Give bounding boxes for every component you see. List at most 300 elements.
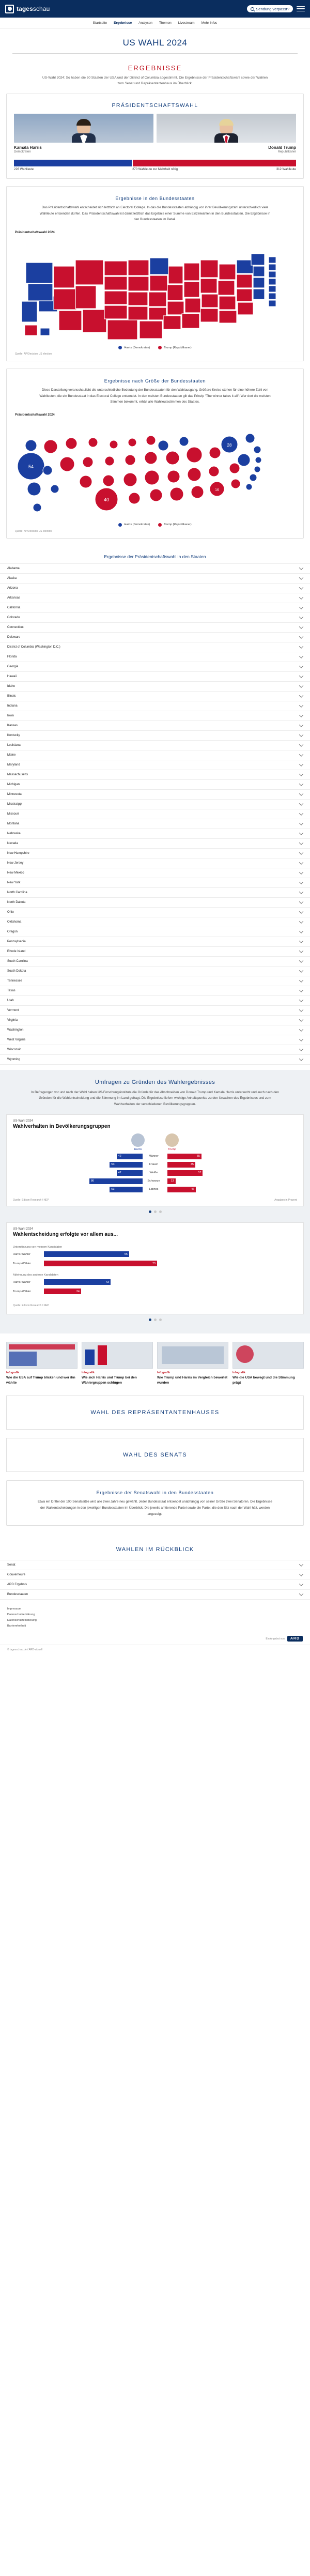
- chevron-down-icon: [299, 919, 303, 923]
- state-row[interactable]: [0, 819, 310, 829]
- state-row[interactable]: [0, 642, 310, 652]
- state-row[interactable]: [0, 838, 310, 848]
- trump-bar-value: 13: [171, 1179, 174, 1183]
- overview-row[interactable]: [0, 1570, 310, 1580]
- state-row[interactable]: [0, 612, 310, 622]
- state-row[interactable]: [0, 848, 310, 858]
- state-row-label: Oklahoma: [7, 920, 22, 924]
- carousel-dots[interactable]: [0, 1206, 310, 1215]
- legend-label-harris: Harris (Demokraten): [124, 346, 150, 349]
- trump-electors: 312 Wahlleute: [276, 168, 296, 172]
- state-row[interactable]: [0, 701, 310, 711]
- harris-bar-value: 42: [118, 1155, 121, 1158]
- state-row[interactable]: [0, 897, 310, 907]
- state-row-label: Hawaii: [7, 674, 17, 678]
- state-row-label: Utah: [7, 999, 14, 1002]
- state-row[interactable]: [0, 1005, 310, 1015]
- state-row[interactable]: [0, 887, 310, 897]
- grouped-bar-row: [13, 1161, 297, 1168]
- presidential-card-title: PRÄSIDENTSCHAFTSWAHL: [112, 102, 198, 109]
- teaser-3-tag: Infografik: [157, 1371, 171, 1374]
- footer-link-barrierefreiheit[interactable]: Barrierefreiheit: [7, 1624, 26, 1628]
- chevron-down-icon: [299, 703, 303, 707]
- state-map-card: [6, 186, 304, 361]
- chevron-down-icon: [299, 1047, 303, 1051]
- carousel-dot-3[interactable]: [159, 1210, 162, 1213]
- state-row[interactable]: [0, 976, 310, 986]
- state-row[interactable]: [0, 789, 310, 799]
- candidate-harris-name: Kamala Harris: [14, 145, 42, 150]
- state-row-label: Montana: [7, 822, 20, 825]
- electoral-bar: [14, 160, 296, 166]
- chevron-down-icon: [299, 929, 303, 933]
- nav-item-themen[interactable]: Themen: [159, 21, 172, 25]
- state-row-label: New Mexico: [7, 871, 24, 875]
- state-row[interactable]: [0, 770, 310, 779]
- state-row[interactable]: [0, 730, 310, 740]
- page-title: US WAHL 2024: [122, 38, 188, 48]
- house-section-title[interactable]: WAHL DES REPRÄSENTANTENHAUSES: [6, 1396, 304, 1430]
- state-row-label: Ohio: [7, 910, 14, 914]
- state-row-label: Colorado: [7, 616, 20, 619]
- state-row[interactable]: [0, 1054, 310, 1065]
- chart1-col-left-label: Harris: [134, 1147, 142, 1151]
- svg-text:40: 40: [103, 497, 110, 502]
- nav-item-livestream[interactable]: Livestream: [178, 21, 195, 25]
- chevron-down-icon: [299, 772, 303, 776]
- chart1-source: Quelle: Edison Research / NEP: [13, 1198, 49, 1202]
- chevron-down-icon: [299, 781, 303, 786]
- chevron-down-icon: [299, 615, 303, 619]
- state-row-label: Pennsylvania: [7, 940, 26, 943]
- state-row[interactable]: [0, 662, 310, 671]
- horizontal-bar-row: [7, 1260, 303, 1267]
- cartogram-legend-label-trump: Trump (Republikaner): [164, 523, 192, 527]
- state-row-label: North Carolina: [7, 891, 27, 894]
- chevron-down-icon: [299, 1562, 303, 1567]
- overview-row-label: Senat: [7, 1563, 16, 1567]
- state-row[interactable]: [0, 750, 310, 760]
- chart-card-decision-reason: [6, 1222, 304, 1314]
- state-row[interactable]: [0, 573, 310, 583]
- state-row[interactable]: [0, 681, 310, 691]
- group-label: Frauen: [149, 1163, 159, 1167]
- group-label: Schwarze: [147, 1179, 160, 1183]
- state-row-label: Texas: [7, 989, 16, 992]
- cartogram-legend-swatch-harris: [118, 523, 122, 527]
- carousel2-dot-1[interactable]: [149, 1318, 151, 1321]
- chevron-down-icon: [299, 673, 303, 678]
- chevron-down-icon: [299, 575, 303, 579]
- chart2-source: Quelle: Edison Research / NEP: [13, 1304, 49, 1307]
- state-row-label: Kentucky: [7, 733, 20, 737]
- chart1-headline: Wahlverhalten in Bevölkerungsgruppen: [13, 1123, 111, 1129]
- teaser-4-thumbnail: [233, 1342, 304, 1369]
- state-row[interactable]: [0, 995, 310, 1005]
- state-map-caption: Quelle: AP/Decision US election: [15, 352, 52, 356]
- chevron-down-icon: [299, 565, 303, 570]
- candidate-harris: [14, 114, 153, 154]
- horizontal-bar-label: Trump-Wähler: [13, 1290, 31, 1293]
- state-row-label: Virginia: [7, 1018, 18, 1022]
- analysis-band-body: In Befragungen vor und nach der Wahl haben US-Forschungsinstitute die Gründe für das Abschneiden von Donald Trump und Kamala Harris untersucht und auch nach den Gründen für die Wahlentscheidung und die Stimmung im Land gefragt. Die Ergebnisse liefern wichtige Anhaltspunkte zu den Ursachen des Ergebnisses und zum Wahlverhalten der verschiedenen Bevölkerungsgruppen.: [31, 1090, 279, 1106]
- state-row[interactable]: [0, 868, 310, 878]
- state-row[interactable]: [0, 858, 310, 868]
- horizontal-bar: [44, 1279, 111, 1285]
- overview-title: WAHLEN IM RÜCKBLICK: [116, 1546, 194, 1553]
- trump-bar: [167, 1170, 203, 1176]
- state-row-label: Florida: [7, 655, 17, 658]
- state-row-label: South Dakota: [7, 969, 26, 973]
- overview-row[interactable]: [0, 1560, 310, 1570]
- chart2-group2-bars[interactable]: [7, 1279, 303, 1295]
- state-row[interactable]: [0, 760, 310, 770]
- teaser-4[interactable]: [233, 1342, 304, 1386]
- state-row-label: Georgia: [7, 665, 19, 668]
- state-row[interactable]: [0, 1035, 310, 1045]
- state-row-label: Maine: [7, 753, 16, 757]
- chevron-down-icon: [299, 664, 303, 668]
- candidate-trump-name: Donald Trump: [268, 145, 296, 150]
- chevron-down-icon: [299, 998, 303, 1002]
- trump-bar-value: 57: [198, 1171, 202, 1175]
- ard-prefix: Ein Angebot von: [266, 1637, 285, 1640]
- group-label: Latinos: [149, 1188, 159, 1191]
- trump-bar-value: 45: [190, 1163, 194, 1167]
- harris-bar-value: 53: [111, 1188, 115, 1191]
- chart2-headline: Wahlentscheidung erfolgte vor allem aus...: [13, 1231, 118, 1237]
- state-row-label: Wisconsin: [7, 1048, 22, 1051]
- grouped-bar-chart[interactable]: [7, 1153, 303, 1199]
- horizontal-bar-value: 43: [105, 1280, 109, 1284]
- presidential-card: [6, 94, 304, 179]
- state-row-label: Maryland: [7, 763, 20, 766]
- grouped-bar-row: [13, 1153, 297, 1160]
- cartogram-caption: Quelle: AP/Decision US election: [15, 529, 52, 533]
- brand-logo[interactable]: [5, 5, 50, 13]
- teaser-3-title: Wie Trump und Harris im Vergleich bewertet wurden: [157, 1375, 228, 1385]
- horizontal-bar-label: Harris-Wähler: [13, 1280, 30, 1284]
- state-map-title: Ergebnisse in den Bundesstaaten: [115, 196, 195, 202]
- chart1-trump-col: [165, 1133, 179, 1151]
- chevron-down-icon: [299, 595, 303, 599]
- chevron-down-icon: [299, 723, 303, 727]
- cartogram-legend-swatch-trump: [158, 523, 162, 527]
- state-row[interactable]: [0, 1045, 310, 1054]
- analysis-band: [0, 1070, 310, 1333]
- chevron-down-icon: [299, 634, 303, 638]
- senate-section-title[interactable]: WAHL DES SENATS: [6, 1438, 304, 1472]
- harris-bar: [117, 1154, 143, 1159]
- chevron-down-icon: [299, 850, 303, 854]
- teaser-3-thumbnail: [157, 1342, 228, 1369]
- footer-links: [0, 1600, 310, 1631]
- overview-row[interactable]: [0, 1589, 310, 1600]
- senate-states-title: Ergebnisse der Senatswahl in den Bundesstaaten: [96, 1490, 214, 1496]
- brand-text: tagesschau: [17, 5, 50, 12]
- candidate-trump: [157, 114, 296, 154]
- carousel2-dot-2[interactable]: [154, 1318, 157, 1321]
- candidate-harris-photo: [14, 114, 153, 143]
- state-row[interactable]: [0, 907, 310, 917]
- copyright-text: © tagesschau.de / ARD-aktuell: [7, 1648, 43, 1652]
- chevron-down-icon: [299, 880, 303, 884]
- chevron-down-icon: [299, 654, 303, 658]
- chevron-down-icon: [299, 811, 303, 815]
- chevron-down-icon: [299, 683, 303, 687]
- tagesschau-logo-icon: [5, 5, 14, 13]
- overview-row-label: ARD Ergebnis: [7, 1583, 27, 1587]
- carousel-dot-1[interactable]: [149, 1210, 151, 1213]
- chevron-down-icon: [299, 840, 303, 845]
- chart1-harris-col: [131, 1133, 145, 1151]
- legend-swatch-harris: [118, 346, 122, 349]
- teaser-row: [0, 1333, 310, 1388]
- state-row-label: Arkansas: [7, 596, 21, 600]
- state-row-label: Minnesota: [7, 792, 22, 796]
- missed-broadcast-label: Sendung verpasst?: [256, 6, 289, 11]
- horizontal-bar-value: 55: [124, 1252, 128, 1256]
- chevron-down-icon: [299, 762, 303, 766]
- trump-bar-value: 46: [191, 1188, 195, 1191]
- us-choropleth-map[interactable]: [7, 234, 303, 343]
- teaser-1-thumbnail: [6, 1342, 78, 1369]
- state-row[interactable]: [0, 956, 310, 966]
- state-row[interactable]: [0, 878, 310, 887]
- state-row-label: New Jersey: [7, 861, 24, 865]
- state-row-label: Iowa: [7, 714, 14, 717]
- state-row-label: Vermont: [7, 1008, 19, 1012]
- teaser-1[interactable]: [6, 1342, 78, 1386]
- chevron-down-icon: [299, 752, 303, 756]
- senate-states-body: Etwa ein Drittel der 100 Senatssitze wird alle zwei Jahre neu gewählt. Jeder Bundesstaat entsendet unabhängig von seiner Größe zwei Senatoren. Die Ergebnisse der Wahlentscheidungen in den jeweiligen Bundesstaaten im Überblick: Die jeweils amtierende Partei sowie die Partei, die den Sitz nach der Wahl hält, werden angezeigt.: [38, 1500, 272, 1516]
- state-row-label: Michigan: [7, 783, 20, 786]
- carousel-dot-2[interactable]: [154, 1210, 157, 1213]
- state-row[interactable]: [0, 986, 310, 995]
- chevron-down-icon: [299, 1007, 303, 1011]
- footer-link-datenschutzerklaerung[interactable]: Datenschutzerklärung: [7, 1613, 35, 1616]
- state-row[interactable]: [0, 711, 310, 720]
- chevron-down-icon: [299, 831, 303, 835]
- chevron-down-icon: [299, 1027, 303, 1031]
- chevron-down-icon: [299, 939, 303, 943]
- state-map-body: Das Präsidentschaftswahl entscheidet sich letztlich an Electoral College. In das die Bundesstaaten abhängig von ihrer Bevölkerungszahl unterschiedlich viele Wahlleute entsenden dürfen. Das Präsidentschaftswahl ist damit letztlich das Ergebnis einer Summe von Einzelwahlen in den Bundesstaaten. Die Ergebnisse in den Bundesstaaten im Detail.: [39, 206, 271, 222]
- us-cartogram[interactable]: [7, 417, 303, 520]
- teaser-1-title: Wie die USA auf Trump blicken und wer ihn wählte: [6, 1375, 75, 1385]
- cartogram-card: [6, 369, 304, 539]
- analysis-band-title: Umfragen zu Gründen des Wahlergebnisses: [95, 1079, 215, 1085]
- horizontal-bar-label: Trump-Wähler: [13, 1262, 31, 1265]
- missed-broadcast-button[interactable]: [247, 5, 293, 12]
- state-row[interactable]: [0, 1015, 310, 1025]
- footer-link-impressum[interactable]: Impressum: [7, 1607, 22, 1611]
- footer-link-datenschutzeinstellung[interactable]: Datenschutzeinstellung: [7, 1618, 37, 1622]
- nav-item-startseite[interactable]: Startseite: [92, 21, 107, 25]
- cartogram-chart-label: Präsidentschaftswahl 2024: [15, 413, 55, 417]
- state-row-label: South Carolina: [7, 959, 28, 963]
- chevron-down-icon: [299, 968, 303, 972]
- state-row[interactable]: [0, 946, 310, 956]
- chart1-unit: Angaben in Prozent: [274, 1198, 297, 1202]
- chevron-down-icon: [299, 1056, 303, 1061]
- teaser-4-title: Wie die USA bewegt und die Stimmung prägt: [233, 1375, 295, 1385]
- svg-text:54: 54: [28, 464, 34, 469]
- carousel-dots-2[interactable]: [0, 1314, 310, 1323]
- chevron-down-icon: [299, 1572, 303, 1576]
- horizontal-bar-row: [7, 1279, 303, 1286]
- state-row[interactable]: [0, 622, 310, 632]
- horizontal-bar: [44, 1261, 157, 1266]
- overview-row-label: Gouverneure: [7, 1573, 26, 1577]
- carousel2-dot-3[interactable]: [159, 1318, 162, 1321]
- trump-bar-value: 55: [196, 1155, 200, 1158]
- state-row[interactable]: [0, 740, 310, 750]
- state-row[interactable]: [0, 966, 310, 976]
- state-row-label: Alabama: [7, 566, 20, 570]
- state-row-label: Arizona: [7, 586, 18, 590]
- chevron-down-icon: [299, 899, 303, 903]
- results-intro: US-Wahl 2024: So haben die 50 Staaten der USA und der District of Columbia abgestimmt. Die Ergebnisse der Präsidentschaftswahl sowie der Wahlen zum Senat und Repräsentantenhaus im Überblick.: [42, 76, 268, 86]
- chevron-down-icon: [299, 732, 303, 737]
- nav-item-mehr-infos[interactable]: Mehr Infos: [201, 21, 218, 25]
- chevron-down-icon: [299, 713, 303, 717]
- state-row-label: Tennessee: [7, 979, 23, 983]
- chart-card-voting-groups: [6, 1114, 304, 1206]
- state-row-label: New York: [7, 881, 21, 884]
- senate-states-card: [6, 1480, 304, 1526]
- ard-logo[interactable]: ARD: [287, 1636, 303, 1642]
- cartogram-legend-label-harris: Harris (Demokraten): [124, 523, 150, 527]
- chart1-col-right-label: Trump: [168, 1147, 176, 1151]
- chevron-down-icon: [299, 958, 303, 962]
- state-row[interactable]: [0, 563, 310, 573]
- hamburger-menu-icon[interactable]: [297, 6, 305, 12]
- state-row-label: Louisiana: [7, 743, 21, 747]
- state-row[interactable]: [0, 691, 310, 701]
- legend-label-trump: Trump (Republikaner): [164, 346, 192, 349]
- nav-item-ergebnisse[interactable]: Ergebnisse: [114, 21, 132, 25]
- svg-text:16: 16: [215, 488, 219, 492]
- chart2-group1-bars[interactable]: [7, 1251, 303, 1267]
- chevron-down-icon: [299, 860, 303, 864]
- candidate-harris-party: Demokraten: [14, 150, 31, 154]
- state-accordion-title: Ergebnisse der Präsidentschaftswahl in den Staaten: [104, 554, 206, 559]
- state-row[interactable]: [0, 603, 310, 612]
- state-row[interactable]: [0, 917, 310, 927]
- candidate-row: [7, 114, 303, 154]
- harris-bar: [110, 1187, 143, 1192]
- teaser-4-tag: Infografik: [233, 1371, 246, 1374]
- state-row-label: North Dakota: [7, 900, 26, 904]
- group-label: Männer: [149, 1155, 159, 1158]
- horizontal-bar-value: 73: [152, 1262, 156, 1265]
- horizontal-bar-row: [7, 1251, 303, 1258]
- horizontal-bar-label: Harris-Wähler: [13, 1252, 30, 1256]
- state-row[interactable]: [0, 779, 310, 789]
- state-row-label: Oregon: [7, 930, 18, 933]
- harris-bar: [117, 1170, 143, 1176]
- cartogram-legend: [7, 520, 303, 528]
- state-row-label: Washington: [7, 1028, 24, 1032]
- chevron-down-icon: [299, 693, 303, 697]
- chevron-down-icon: [299, 801, 303, 805]
- teaser-2-title: Wie sich Harris und Trump bei den Wählergruppen schlugen: [82, 1375, 137, 1385]
- teaser-3[interactable]: [157, 1342, 228, 1386]
- trump-bar: [167, 1187, 196, 1192]
- horizontal-bar: [44, 1251, 129, 1257]
- grouped-bar-row: [13, 1178, 297, 1185]
- overview-row[interactable]: [0, 1580, 310, 1589]
- state-row[interactable]: [0, 799, 310, 809]
- state-row[interactable]: [0, 652, 310, 662]
- state-row[interactable]: [0, 720, 310, 730]
- chevron-down-icon: [299, 742, 303, 746]
- state-row[interactable]: [0, 809, 310, 819]
- chevron-down-icon: [299, 1582, 303, 1586]
- chart2-group1-label: Unterstützung von meinem Kandidaten: [13, 1245, 63, 1249]
- state-row-label: District of Columbia (Washington D.C.): [7, 645, 60, 649]
- state-row-label: Kansas: [7, 724, 18, 727]
- trump-bar: [167, 1154, 202, 1159]
- state-row[interactable]: [0, 829, 310, 838]
- chevron-down-icon: [299, 821, 303, 825]
- state-row-label: Missouri: [7, 812, 19, 816]
- grouped-bar-row: [13, 1170, 297, 1176]
- chevron-down-icon: [299, 870, 303, 874]
- state-row-label: Alaska: [7, 576, 17, 580]
- state-row[interactable]: [0, 1025, 310, 1035]
- state-row[interactable]: [0, 927, 310, 937]
- cartogram-legend-item-harris: [118, 523, 150, 527]
- chevron-down-icon: [299, 624, 303, 628]
- state-row[interactable]: [0, 632, 310, 642]
- chart2-kicker: US-Wahl 2024: [13, 1227, 33, 1231]
- chevron-down-icon: [299, 1037, 303, 1041]
- state-row[interactable]: [0, 593, 310, 603]
- harris-bar-value: 53: [111, 1163, 115, 1167]
- teaser-2[interactable]: [82, 1342, 153, 1386]
- top-bar: [0, 0, 310, 18]
- state-row-label: Rhode Island: [7, 949, 26, 953]
- horizontal-bar: [44, 1289, 81, 1294]
- horizontal-bar-value: 24: [76, 1290, 80, 1293]
- nav-item-analysen[interactable]: Analysen: [138, 21, 152, 25]
- harris-bar-value: 42: [118, 1171, 121, 1175]
- chart1-kicker: US-Wahl 2024: [13, 1119, 33, 1123]
- harris-bar: [110, 1162, 143, 1168]
- chevron-down-icon: [299, 1592, 303, 1596]
- state-results-accordion: [0, 546, 310, 1065]
- harris-bar-value: 86: [90, 1179, 94, 1183]
- teaser-1-tag: Infografik: [6, 1371, 20, 1374]
- chevron-down-icon: [299, 791, 303, 795]
- state-row-label: Nevada: [7, 841, 18, 845]
- chevron-down-icon: [299, 585, 303, 589]
- state-row[interactable]: [0, 583, 310, 593]
- state-row-label: Mississippi: [7, 802, 23, 806]
- main-nav: [0, 18, 310, 28]
- cartogram-title: Ergebnisse nach Größe der Bundesstaaten: [104, 378, 206, 384]
- state-row-label: Indiana: [7, 704, 18, 708]
- legend-item-harris: [118, 346, 150, 349]
- state-row[interactable]: [0, 937, 310, 946]
- harris-electors: 226 Wahlleute: [14, 168, 34, 172]
- state-row[interactable]: [0, 671, 310, 681]
- state-row-label: Wyoming: [7, 1057, 20, 1061]
- state-row-label: West Virginia: [7, 1038, 26, 1041]
- ard-bar: [0, 1631, 310, 1645]
- chevron-down-icon: [299, 644, 303, 648]
